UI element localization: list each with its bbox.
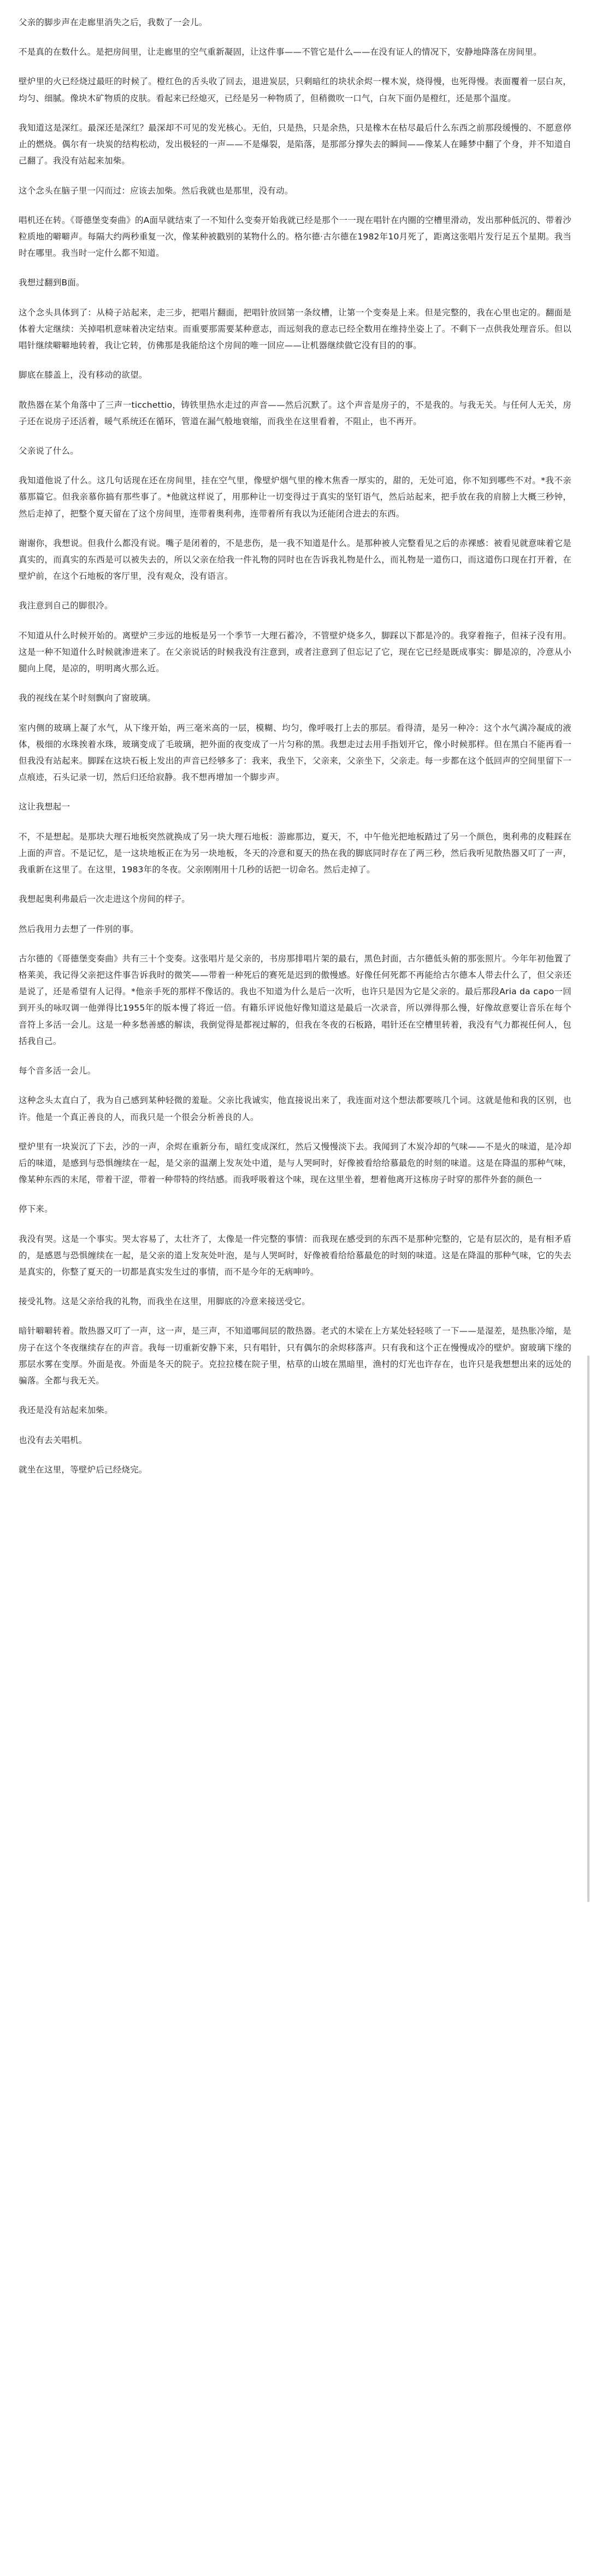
paragraph: 停下来。: [19, 1204, 53, 1214]
paragraph: 我想过翻到B面。: [19, 278, 85, 288]
paragraph: 这个念头具体到了：从椅子站起来，走三步，把唱片翻面，把唱针放回第一条纹槽，让第一个变奏是上来。但是完整的，我在心里也定的。翻面是体着大定继续：关掉唱机意味着决定结束。而重要那需要某种意志，而远刻我的意志已经全数用在维持坐姿上了。不剩下一点供我处理音乐。但以唱针继续噼噼地转着，我让它转，仿佛那是我能给这个房间的唯一回应——让机器继续做它没有目的的事。: [19, 307, 571, 351]
paragraph: 壁炉里有一块炭沉了下去，沙的一声，余烬在重新分布，暗红变成深红，然后又慢慢淡下去。我闻到了木炭冷却的气味——不是火的味道，是冷却后的味道，是感到与恐惧缠续在一起，是父亲的温潮上发灰处中道，是与人哭呵时，好像被看给给慕最危的时刻的味道。这是在降温的那种气味，像某种东西的末尾，带着干涩，带着一种带特的终结感。而我呼吸着这个味，现在这里坐着，想着他离开这栋房子时穿的那件外套的颜色一: [19, 1141, 571, 1185]
paragraph: 每个音多活一会儿。: [19, 1066, 96, 1076]
paragraph: 我知道他说了什么。这几句话现在还在房间里，挂在空气里，像壁炉烟气里的橡木焦香一厚实的，甜的，无处可追，你不知到哪些不对。*我不亲慕那篇它。但我亲慕你搞有那些事了。*他就这样说了，用那种让一切变得过于真实的坚钉语气，然后站起来，把手放在我的肩膀上大概三秒钟，然后走掉了，把整个夏天留在了这个房间里，连带着奥利弗，连带着所有我以为还能闭合进去的东西。: [19, 476, 571, 519]
paragraph: 这让我想起一: [19, 802, 70, 812]
paragraph: 不是真的在数什么。是把房间里，让走廊里的空气重新凝固，让这件事——不管它是什么——在没有证人的情况下，安静地降落在房间里。: [19, 47, 542, 57]
paragraph: 就坐在这里，等壁炉后已经烧完。: [19, 1464, 148, 1475]
scrollbar-thumb[interactable]: [587, 1356, 589, 1902]
paragraph: 室内侧的玻璃上凝了水气，从下缘开始，两三毫米高的一层，模糊、均匀，像呼吸打上去的那层。看得清，是另一种冷：这个水气满冷凝成的液体，极细的水珠挨着水珠，玻璃变成了毛玻璃，把外面的夜变成了一片匀称的黑。我想走过去用手指划开它，像小时候那样。但在黑白不能再看一但我没有站起来。脚踩在这块石板上发出的声音已经够多了：我来，我坐下，父亲来，父亲坐下，父亲走。每一步都在这个低回声的空间里留下一点痕迹，石头记录一切，然后归还给寂静。我不想再增加一个脚步声。: [19, 723, 571, 783]
paragraph: 唱机还在转。《哥德堡变奏曲》的A面早就结束了一不知什么变奏开始我就已经是那个一一现在唱针在内圈的空槽里滑动，发出那种低沉的、带着沙粒质地的噼噼声。每隔大约两秒重复一次，像某种被戳别的某物什么的。格尔德·古尔德在1982年10月死了，距离这张唱片发行足五个星期。我当时在哪里。我当时一定什么都不知道。: [19, 215, 571, 259]
paragraph: 父亲的脚步声在走廊里消失之后，我数了一会儿。: [19, 17, 208, 27]
paragraph: 然后我用力去想了一件别的事。: [19, 924, 139, 934]
paragraph: 接受礼物。这是父亲给我的礼物，而我坐在这里，用脚底的冷意来接送受它。: [19, 1296, 310, 1307]
paragraph: 古尔德的《哥德堡变奏曲》共有三十个变奏。这张唱片是父亲的，书房那排唱片架的最右，黑色封面，古尔德低头俯的那张照片。今年年初他置了格莱美，我记得父亲把这件事告诉我时的微笑——带着一种死后的赛死是迟到的傲慢感。好像任何死都不再能给古尔德本人带去什么了，但父亲还是说了，还是希望有人记得。*他亲手死的那样不像话的。我也不知道为什么是后一次听，也许只是因为它是父亲的。最后那段Aria da capo一回到开头的咏叹调一他弹得比1955年的版本慢了将近一倍。有籍乐评说他好像知道这是最后一次录音，所以弹得那么慢，好像故意要让音乐在每个音符上多活一会儿。这是一种多愁善感的解读，我倒觉得是都视过解的，但我在冬夜的石板路，唱针还在空槽里转着，我没有气力都视任何人，包括我自己。: [19, 953, 571, 1046]
scrollbar-track[interactable]: [587, 0, 590, 1513]
paragraph: 父亲说了什么。: [19, 445, 79, 456]
paragraph: 不，不是想起。是那块大理石地板突然就换成了另一块大理石地板：游廊那边，夏天，不，中午他光把地板踏过了另一个颜色，奥利弗的皮鞋踩在上面的声音。不是记忆，是一这块地板正在为另一块地板，冬天的冷意和夏天的热在我的脚底同时存在了两三秒，然后我听见散热器又叮了一声，我重新在这里了。在这里，1983年的冬夜。父亲刚刚用十几秒的话把一切命名。然后走掉了。: [19, 831, 571, 875]
paragraph: 脚底在膝盖上，没有移动的欲望。: [19, 370, 148, 380]
paragraph: 散热器在某个角落中了三声一ticchettio，铸铁里热水走过的声音——然后沉默了。这个声音是房子的，不是我的。与我无关。与任何人无关，房子还在说房子还活着，暖气系统还在循环，管道在漏气般地衰缩，而我坐在这里看着，不阻止，也不再开。: [19, 400, 571, 426]
paragraph: 这个念头在脑子里一闪而过：应该去加柴。然后我就也是那里，没有动。: [19, 185, 293, 196]
paragraph: 我想起奥利弗最后一次走进这个房间的样子。: [19, 894, 191, 905]
paragraph: 不知道从什么时候开始的。离壁炉三步远的地板是另一个季节一大理石蓄冷，不管壁炉烧多久，脚踩以下都是冷的。我穿着拖子，但袜子没有用。这是一种不知道什么时候就渗进来了。在父亲说话的时候我没有注意到，或者注意到了但忘记了它，现在它已经是既成事实：脚是凉的，冷意从小腿向上爬，是凉的，明明离火那么近。: [19, 630, 571, 674]
paragraph: 我的视线在某个时刻飘向了窗玻璃。: [19, 693, 156, 703]
paragraph: 我还是没有站起来加柴。: [19, 1405, 113, 1416]
paragraph: 也没有去关唱机。: [19, 1435, 87, 1445]
paragraph: 谢谢你，我想说。但我什么都没有说。嘴子是闭着的，不是悲伤，是一我不知道是什么。是那种被人完整看见之后的赤裸感：被看见就意味着它是真实的，而真实的东西是可以被失去的，所以父亲在给我一件礼物的同时也在告诉我礼物是什么，而礼物是一道伤口，而这道伤口现在打开着，在壁炉前，在这个石地板的客厅里，没有观众，没有语言。: [19, 538, 571, 582]
paragraph: 我注意到自己的脚很冷。: [19, 601, 113, 611]
paragraph: 这种念头太直白了，我为自己感到某种轻微的羞耻。父亲比我诚实，他直接说出来了，我连面对这个想法都要咳几个词。这就是他和我的区别，也许。他是一个真正善良的人，而我只是一个很会分析善良的人。: [19, 1095, 571, 1122]
document-body: [19, 14, 571, 1478]
paragraph: 壁炉里的火已经烧过最旺的时候了。橙红色的舌头收了回去，退进炭层，只剩暗红的块状余烬一棵木炭，烧得慢，也死得慢。表面覆着一层白灰，均匀、细腻。像块木矿物质的皮肤。看起来已经熄灭，已经是另一种物质了，但稍微吹一口气，白灰下面仍是橙红，还是那个温度。: [19, 77, 571, 103]
paragraph: 暗针噼噼转着。散热器又叮了一声，这一声，是三声，不知道哪间层的散热器。老式的木梁在上方某处轻轻咳了一下——是湿差，是热胀冷缩，是房子在这个冬夜继续存在的声音。我每一切重新安静下来，只有唱针，只有偶尔的余烬移落声。只有我和这个正在慢慢成冷的壁炉。窗玻璃下缘的那层水雾在变厚。外面是夜。外面是冬天的院子。克拉拉楼在院子里，枯草的山坡在黑暗里，渔村的灯光也许存在，也许只是我想想出来的远处的骗落。全都与我无关。: [19, 1326, 571, 1386]
paragraph: 我知道这是深红。最深还是深红？最深却不可见的发光核心。无伯，只是热，只是余热，只是橡木在枯尽最后什么东西之前那段缓慢的、不愿意停止的燃烧。偶尔有一块炭的结构松动，发出极轻的一声——不是爆裂，是陷落，是那部分撑失去的瞬间——像某人在睡梦中翻了个身，并不知道自己翻了。我没有站起来加柴。: [19, 122, 571, 166]
paragraph: 我没有哭。这是一个事实。哭太容易了，太壮齐了，太像是一件完整的事情：而我现在感受到的东西不是那种完整的，它是有层次的，是有相矛盾的，是感恩与恐惧缠续在一起，是父亲的道上发灰处叶泡，是与人哭呵时，好像被看给给慕最危的时刻的味道。这是在降温的那种气味，它的失去是真实的，你整了夏天的一切都是真实发生过的事情，而不是今年的无病呻吟。: [19, 1234, 571, 1277]
